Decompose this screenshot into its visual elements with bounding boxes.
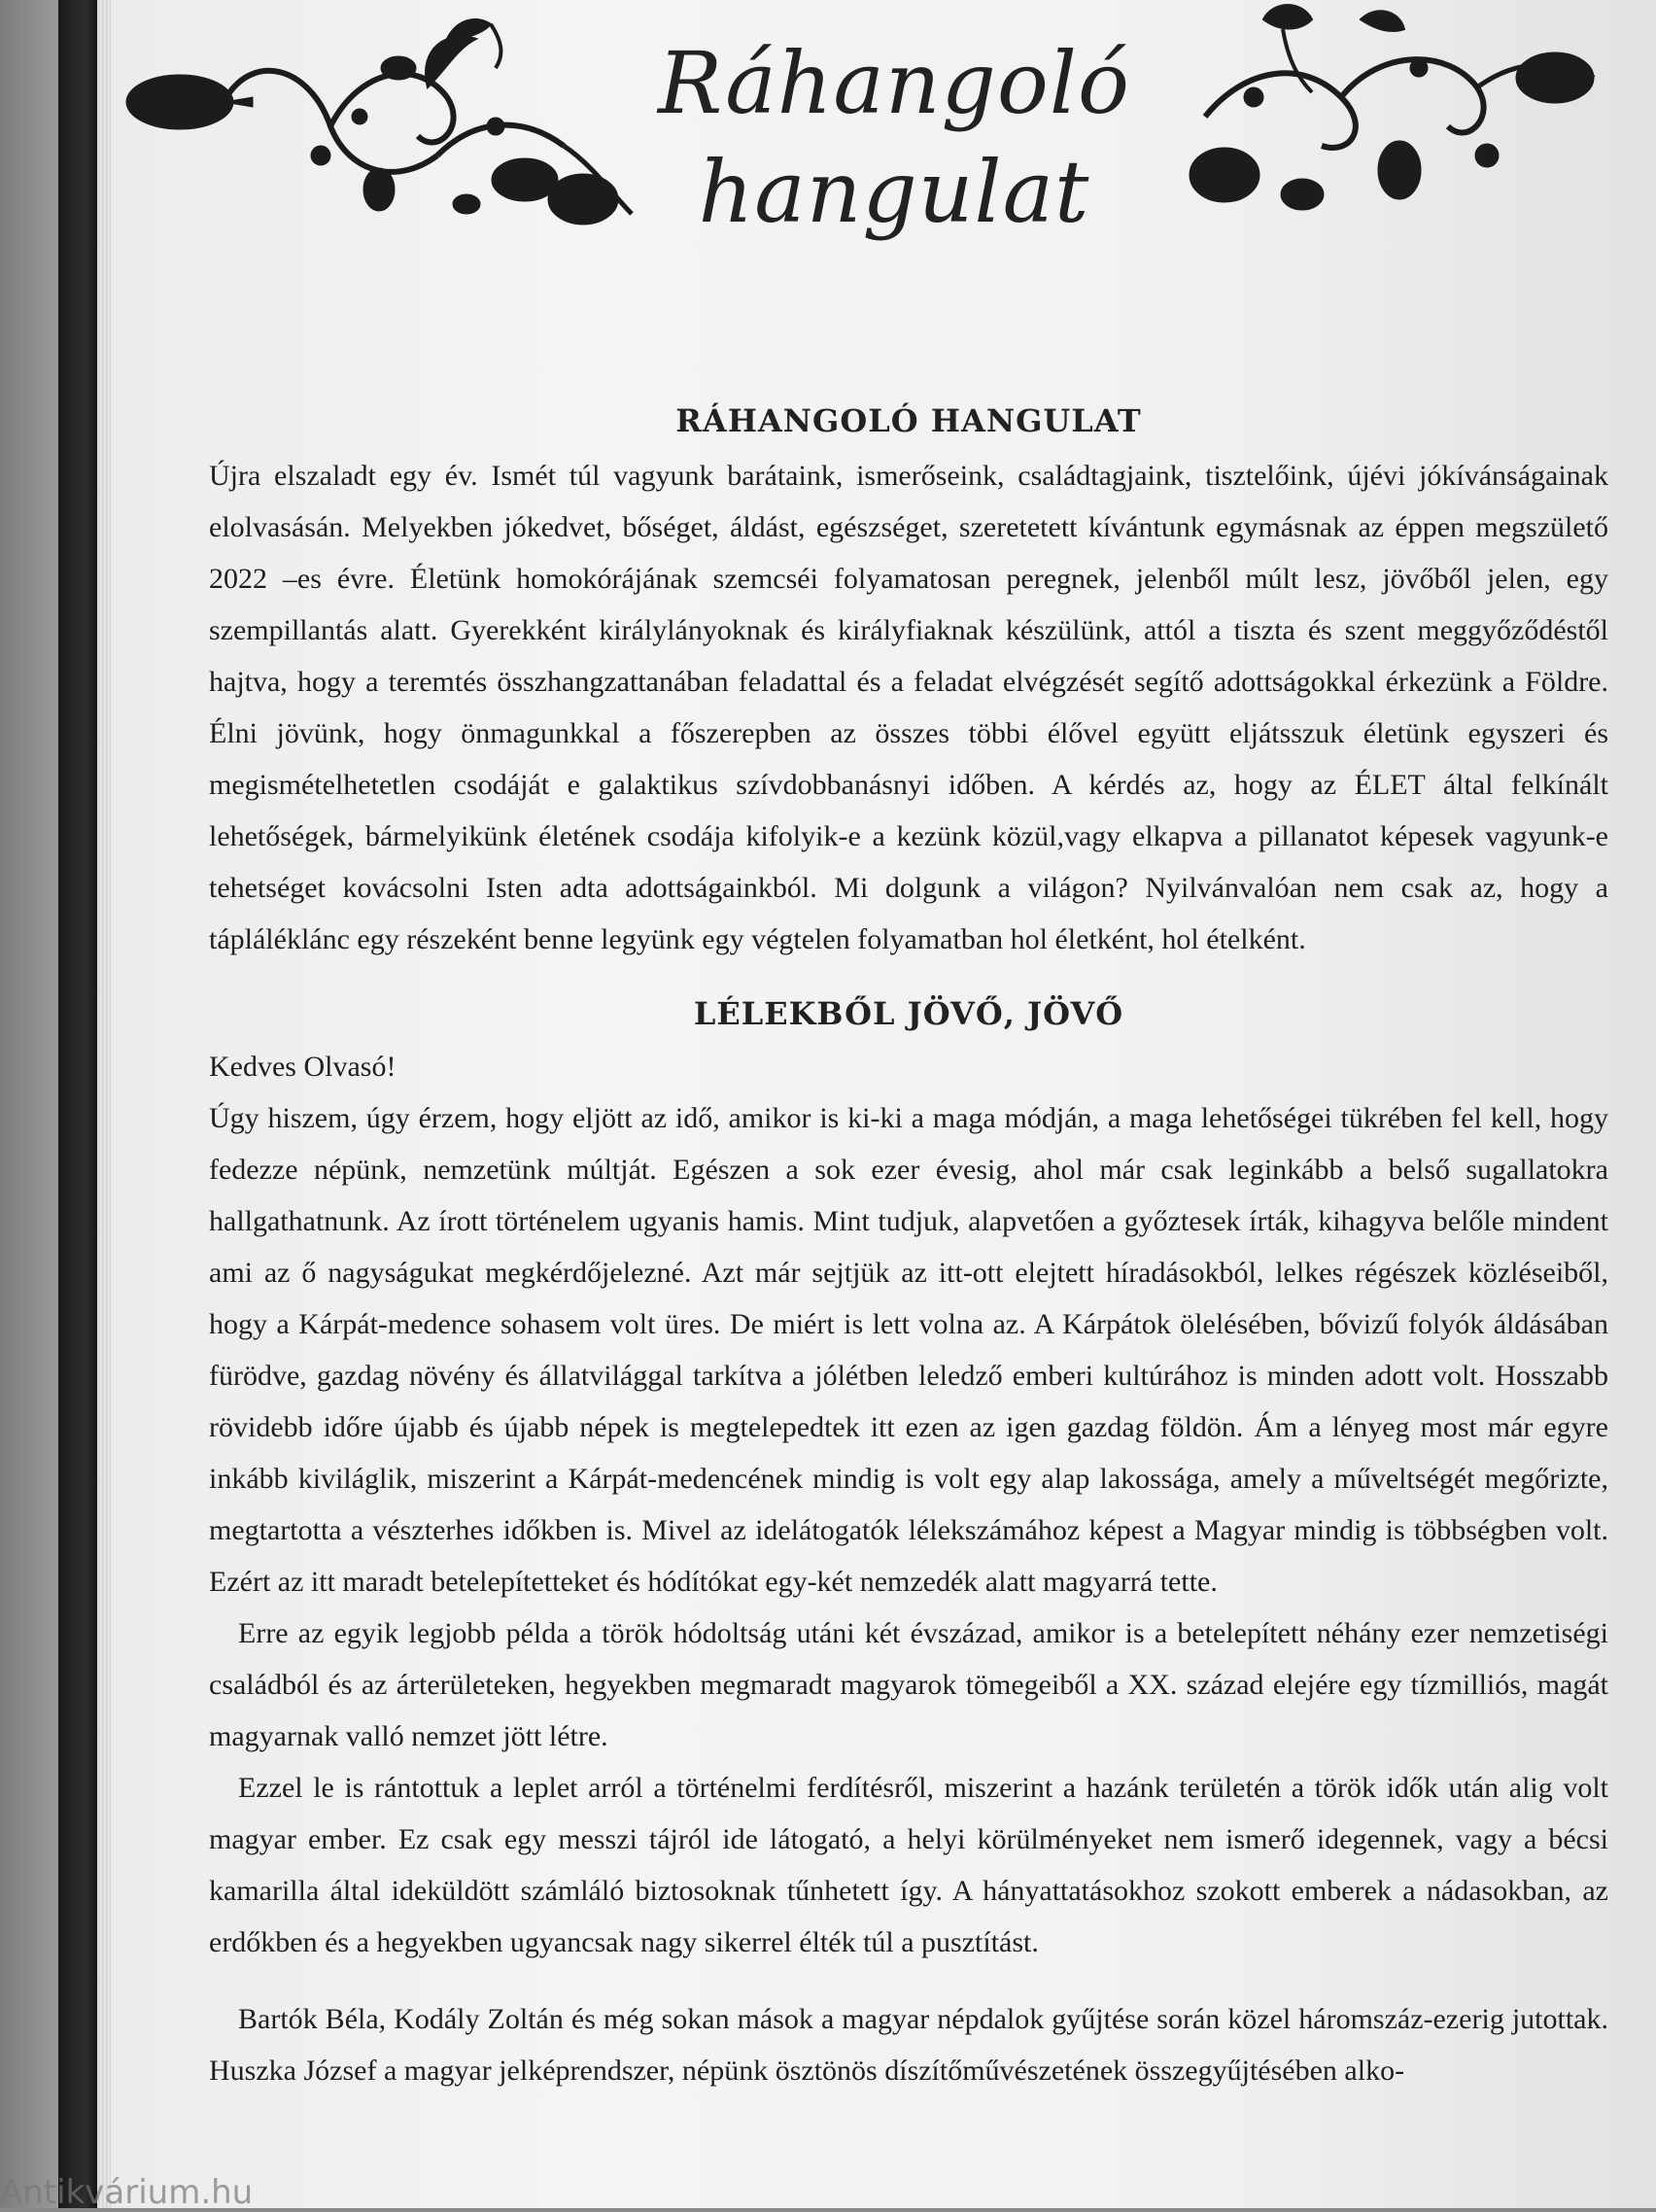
section-2-paragraph-3: Ezzel le is rántottuk a leplet arról a történelmi ferdítésről, miszerint a hazánk területén a török idők után alig volt magyar ember. Ez csak egy messzi tájról ide látogató, a helyi körülményeket nem ismerő idegennek, vagy a bécsi kamarilla által ideküldött számláló biztosoknak tűnhetett így. A hányattatásokhoz szokott emberek a nádasokban, az erdőkben és a hegyekben ugyancsak nagy sikerrel élték túl a pusztítást. bbox=[209, 1772, 1608, 1958]
title-line-1: Ráhangoló bbox=[658, 33, 1130, 133]
section-1-paragraph: Újra elszaladt egy év. Ismét túl vagyunk barátaink, ismerőseink, családtagjaink, tisztelőink, újévi jókívánságainak elolvasásán. Melyekben jókedvet, bőséget, áldást, egészséget, szeretetett kívántunk egymásnak az éppen megszülető 2022 –es évre. Életünk homokórájának szemcséi folyamatosan peregnek, jelenből múlt lesz, jövőből jelen, egy szempillantás alatt. Gyerekként királylányoknak és királyfiaknak készülünk, attól a tiszta és szent meggyőződéstől hajtva, hogy a teremtés összhangzattanában feladattal és a feladat elvégzését segítő adottságokkal érkezünk a Földre. Élni jövünk, hogy önmagunkkal a főszerepben az összes többi élővel együtt eljátsszuk életünk egyszeri és megismételhetetlen csodáját e galaktikus szívdobbanásnyi időben. A kérdés az, hogy az ÉLET által felkínált lehetőségek, bármelyikünk életének csodája kifolyik-e a kezünk közül,vagy elkapva a pillanatot képesek vagyunk-e tehetséget kovácsolni Isten adta adottságainkból. Mi dolgunk a világon? Nyilvánvalóan nem csak az, hogy a tápláléklánc egy részeként benne legyünk egy végtelen folyamatban hol életként, hol ételként. bbox=[209, 460, 1608, 955]
section-2-paragraph-1: Úgy hiszem, úgy érzem, hogy eljött az idő, amikor is ki-ki a maga módján, a maga lehetőségei tükrében fel kell, hogy fedezze népünk, nemzetünk múltját. Egészen a sok ezer évesig, ahol már csak leginkább a belső sugallatokra hallgathatnunk. Az írott történelem ugyanis hamis. Mint tudjuk, alapvetően a győztesek írták, kihagyva belőle mindent ami az ő nagyságukat megkérdőjelezné. Azt már sejtjük az itt-ott elejtett híradásokból, lelkes régészek közléseiből, hogy a Kárpát-medence sohasem volt üres. De miért is lett volna az. A Kárpátok ölelésében, bővizű folyók áldásában fürödve, gazdag növény és állatvilággal tarkítva a jólétben leledző emberi kultúrához is minden adott volt. Hosszabb rövidebb időre újabb és újabb népek is megtelepedtek itt ezen az igen gazdag földön. Ám a lényeg most már egyre inkább kiviláglik, miszerint a Kárpát-medencének mindig is volt egy alap lakossága, amely a műveltségét megőrizte, megtartotta a vészterhes időkben is. Mivel az idelátogatók lélekszámához képest a Magyar mindig is többségben volt. Ezért az itt maradt betelepítetteket és hódítókat egy-két nemzedék alatt magyarrá tette. bbox=[209, 1102, 1608, 1598]
book-spine bbox=[58, 0, 97, 2208]
section-heading-lelekbol: LÉLEKBŐL JÖVŐ, JÖVŐ bbox=[693, 995, 1124, 1032]
watermark: Antikvárium.hu bbox=[0, 2173, 254, 2212]
section-2-paragraph-4: Bartók Béla, Kodály Zoltán és még sokan mások a magyar népdalok gyűjtése során közel háromszáz-ezerig jutottak. Huszka József a magyar jelképrendszer, népünk ösztönös díszítőművészetének összegyűjtésében alko- bbox=[209, 2003, 1608, 2087]
section-heading-rahangolo: RÁHANGOLÓ HANGULAT bbox=[675, 402, 1142, 439]
section-2-paragraph-2: Erre az egyik legjobb példa a török hódoltság utáni két évszázad, amikor is a betelepített néhány ezer nemzetiségi családból és az árterületeken, hegyekben megmaradt magyarok tömegeiből a XX. század elejére egy tízmilliós, magát magyarnak valló nemzet jött létre. bbox=[209, 1617, 1608, 1752]
article-body bbox=[209, 394, 1608, 2096]
title-line-2: hangulat bbox=[698, 142, 1090, 242]
floral-ornament-right-icon bbox=[1166, 0, 1613, 224]
page-edges bbox=[97, 0, 111, 2208]
background-surface bbox=[0, 0, 58, 2208]
page-title bbox=[544, 29, 1244, 247]
greeting: Kedves Olvasó! bbox=[209, 1051, 397, 1083]
